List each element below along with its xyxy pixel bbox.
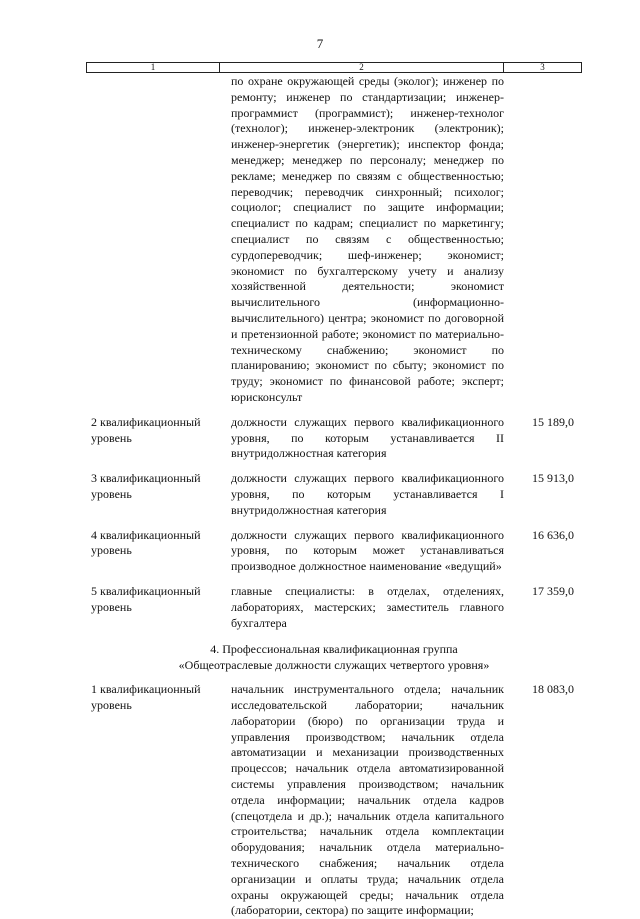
level-cell: 5 квалификационный уровень	[91, 583, 201, 614]
positions-cell: начальник инструментального отдела; начальник исследовательской лаборатории; начальник лаборатории (бюро) по организации труда и управления производством; начальник отдела автоматизации и механизации производственных процессов; начальник отдела автоматизированной системы управления производством; начальник отдела информации; начальник отдела кадров (спецотдела и др.); начальник отдела капитального строительства; начальник отдела комплектации оборудования; начальник отдела материально-технического снабжения; начальник отдела организации и оплаты труда; начальник отдела охраны окружающей среды; начальник отдела (лаборатории, сектора) по защите информации;	[231, 682, 504, 918]
group-heading-line2: «Общеотраслевые должности служащих четвертого уровня»	[178, 658, 490, 673]
salary-cell: 15 189,0	[532, 414, 574, 429]
positions-cell: должности служащих первого квалификационного уровня, по которым может устанавливаться производное должностное наименование «ведущий»	[231, 527, 504, 574]
level-cell: 4 квалификационный уровень	[91, 527, 201, 558]
group-heading	[86, 631, 582, 682]
salary-cell: 17 359,0	[532, 583, 574, 598]
salary-cell: 15 913,0	[532, 471, 574, 486]
positions-cell: главные специалисты: в отделах, отделениях, лабораториях, мастерских; заместитель главного бухгалтера	[231, 583, 504, 630]
positions-cell: должности служащих первого квалификационного уровня, по которым устанавливается I внутридолжностная категория	[231, 471, 504, 517]
table-row	[86, 528, 582, 575]
salary-cell: 16 636,0	[532, 527, 574, 542]
level-cell	[86, 74, 224, 406]
table-row	[86, 682, 582, 919]
level-cell: 3 квалификационный уровень	[91, 471, 201, 501]
table-row-continued	[86, 74, 582, 406]
positions-cell: должности служащих первого квалификационного уровня, по которым устанавливается II внутридолжностная категория	[231, 414, 504, 461]
page-number: 7	[316, 36, 324, 51]
table-row	[86, 471, 582, 518]
level-cell: 1 квалификационный уровень	[91, 682, 201, 713]
column-header-3: 3	[540, 62, 545, 72]
column-header-2: 2	[220, 63, 504, 72]
table-header	[86, 62, 582, 73]
salary-cell	[508, 74, 582, 406]
document-body	[86, 74, 582, 919]
group-heading-line1: 4. Профессиональная квалификационная группа	[210, 642, 458, 657]
salary-cell: 18 083,0	[532, 682, 574, 697]
table-row	[86, 584, 582, 631]
level-cell: 2 квалификационный уровень	[91, 414, 201, 445]
positions-cell: по охране окружающей среды (эколог); инженер по ремонту; инженер по стандартизации; инженер-программист (программист); инженер-технолог (технолог); инженер-электроник (электроник); инженер-энергетик (энергетик); инспектор фонда; менеджер; менеджер по персоналу; менеджер по рекламе; менеджер по связям с общественностью; переводчик; переводчик синхронный; психолог; социолог; специалист по защите информации; специалист по кадрам; специалист по маркетингу; специалист по связям с общественностью; сурдопереводчик; шеф-инженер; экономист; экономист по бухгалтерскому учету и анализу хозяйственной деятельности; экономист вычислительного (информационно-вычислительного) центра; экономист по договорной и претензионной работе; экономист по материально-техническому снабжению; экономист по планированию; экономист по сбыту; экономист по труду; экономист по финансовой работе; эксперт; юрисконсульт	[231, 74, 504, 404]
column-header-1: 1	[87, 63, 220, 72]
table-row	[86, 415, 582, 462]
